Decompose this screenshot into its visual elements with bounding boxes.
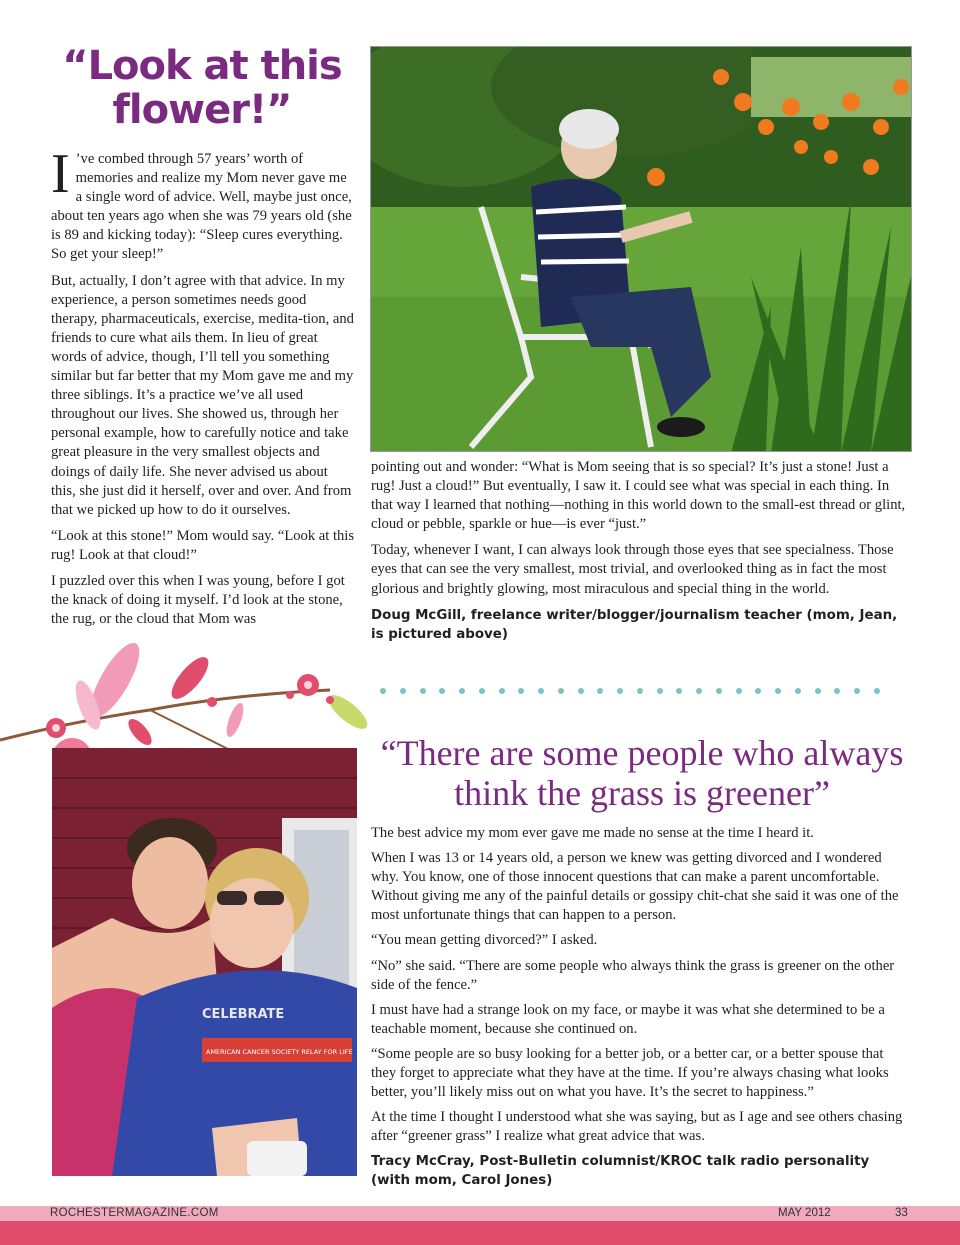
page-footer — [0, 1206, 960, 1221]
article2-paragraph-4: “No” she said. “There are some people who always think the grass is greener on the other side of the fence.” — [371, 957, 895, 993]
article1-byline: Doug McGill, freelance writer/blogger/journalism teacher (mom, Jean, is pictured above) — [371, 607, 898, 642]
paragraph-text: ’ve combed through 57 years’ worth of memories and realize my Mom never gave me a single word of advice. Well, maybe just once, about ten years ago when she was 79 years old (she is 89 and kicking today): “Sleep cures everything. So get your sleep!” — [51, 151, 352, 263]
article1-paragraph-2: But, actually, I don’t agree with that advice. In my experience, a person sometimes needs good therapy, pharmaceuticals, exercise, medita-tion, and friends to cure what ails them. In lieu of great words of advice, though, I’ll tell you something similar but far better that my Mom gave me and my three siblings. It’s a practice we’ve all used throughout our lives. She showed us, through her personal example, how to carefully notice and take great pleasure in the very smallest objects and doings of daily life. She never advised us about this, she just did it herself, over and over. And from that we picked up how to do it ourselves. — [51, 272, 354, 518]
article1-paragraph-1 — [51, 143, 356, 265]
footer-color-band — [0, 1221, 960, 1245]
article2-byline: Tracy McCray, Post-Bulletin columnist/KROC talk radio personality (with mom, Carol Jones) — [371, 1154, 870, 1189]
article2-paragraph-3: “You mean getting divorced?” I asked. — [371, 932, 598, 949]
shirt-text-relay: AMERICAN CANCER SOCIETY RELAY FOR LIFE — [206, 1048, 353, 1056]
photo-mom-jean-garden — [370, 46, 912, 452]
footer-page-number: 33 — [895, 1207, 908, 1219]
drop-cap: I — [51, 143, 70, 205]
footer-issue-date: MAY 2012 — [778, 1207, 831, 1219]
article2-paragraph-2: When I was 13 or 14 years old, a person we knew was getting divorced and I wondered why. You know, one of those innocent questions that can make a parent uncomfortable. Without giving me any of the painful details or gossipy chit-chat she said it was one of the most unfortunate things that can happen to a person. — [371, 850, 899, 924]
article2-paragraph-5: I must have had a strange look on my face, or maybe it was what she determined to be a teachable moment, because she continued on. — [371, 1001, 885, 1037]
article2-paragraph-6: “Some people are so busy looking for a better job, or a better car, or a better spouse that they forget to appreciate what they have at the time. If you’re always chasing what looks better, you’ll likely miss out on what you have. It’s the secret to happiness.” — [371, 1045, 889, 1101]
photo-tracy-and-carol — [52, 748, 357, 1176]
footer-site: ROCHESTERMAGAZINE.COM — [50, 1207, 219, 1219]
article2-headline: “There are some people who always think the grass is greener” — [380, 733, 904, 813]
article1-left-column — [51, 143, 356, 636]
shirt-text-celebrate: CELEBRATE — [202, 1007, 285, 1022]
article1-paragraph-5: pointing out and wonder: “What is Mom seeing that is so special? It’s just a stone! Just a rug! Just a cloud!” But eventually, I saw it. I could see what was special in each thing. In that way I learned that nothing—nothing in this world down to the small-est thread or glint, cloud or pebble, sparkle or hue—is ever “just.” — [371, 459, 906, 533]
article1-paragraph-4: I puzzled over this when I was young, before I got the knack of doing it myself. I’d look at the stone, the rug, or the cloud that Mom was — [51, 572, 345, 628]
article1-paragraph-6: Today, whenever I want, I can always look through those eyes that see specialness. Those eyes that can see the very smallest, most trivial, and overlooked thing as in fact the most glorious and brightly glowing, most miraculous and special thing in the world. — [371, 542, 894, 597]
dotted-divider — [380, 688, 880, 696]
article1-paragraph-3: “Look at this stone!” Mom would say. “Look at this rug! Look at that cloud!” — [51, 527, 355, 563]
article2-paragraph-1: The best advice my mom ever gave me made no sense at the time I heard it. — [371, 825, 814, 841]
article2-paragraph-7: At the time I thought I understood what she was saying, but as I age and see others chasing after “greener grass” I realize what great advice that was. — [371, 1109, 903, 1145]
article1-right-column — [371, 458, 911, 651]
article1-headline: “Look at this flower!” — [62, 43, 342, 133]
article2-column — [371, 824, 911, 1196]
